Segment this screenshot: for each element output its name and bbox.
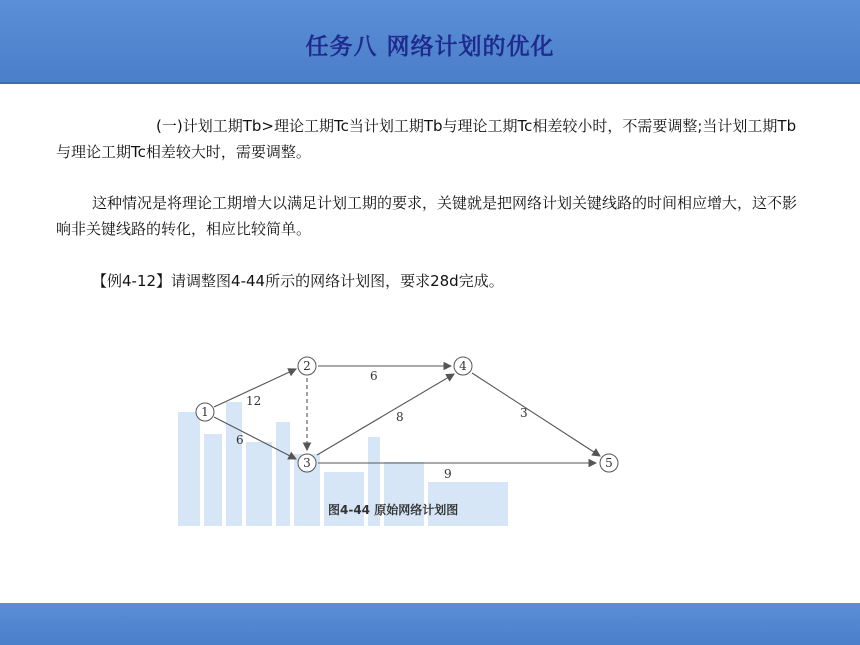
network-diagram-figure (178, 342, 638, 526)
svg-text:2: 2 (303, 359, 311, 373)
svg-text:1: 1 (201, 405, 209, 419)
paragraph-3: 【例4-12】请调整图4-44所示的网络计划图，要求28d完成。 (92, 272, 504, 290)
edge-label-3-4: 8 (396, 410, 404, 424)
paragraph-2: 这种情况是将理论工期增大以满足计划工期的要求，关键就是把网络计划关键线路的时间相应增大，这不影响非关键线路的转化，相应比较简单。 (56, 194, 798, 238)
node-5 (600, 454, 618, 472)
svg-text:5: 5 (605, 456, 613, 470)
edge-label-2-4: 6 (370, 369, 378, 383)
edge-label-1-2: 12 (246, 394, 262, 408)
header-bar (0, 0, 860, 84)
figure-caption: 图4-44 原始网络计划图 (328, 503, 459, 517)
edge-3-4 (317, 374, 454, 455)
svg-text:4: 4 (459, 359, 467, 373)
svg-text:3: 3 (303, 456, 311, 470)
edge-label-3-5: 9 (444, 467, 452, 481)
node-1 (196, 403, 214, 421)
footer-bar (0, 603, 860, 645)
edge-label-1-3: 6 (236, 433, 244, 447)
page-title: 任务八 网络计划的优化 (305, 34, 555, 60)
network-diagram (178, 342, 638, 526)
edge-label-4-5: 3 (520, 406, 528, 420)
paragraph-1: (一)计划工期Tb>理论工期Tc当计划工期Tb与理论工期Tc相差较小时，不需要调整;当计划工期Tb与理论工期Tc相差较大时，需要调整。 (56, 117, 797, 161)
node-3 (298, 454, 316, 472)
node-2 (298, 357, 316, 375)
edge-4-5 (472, 373, 600, 456)
node-4 (454, 357, 472, 375)
